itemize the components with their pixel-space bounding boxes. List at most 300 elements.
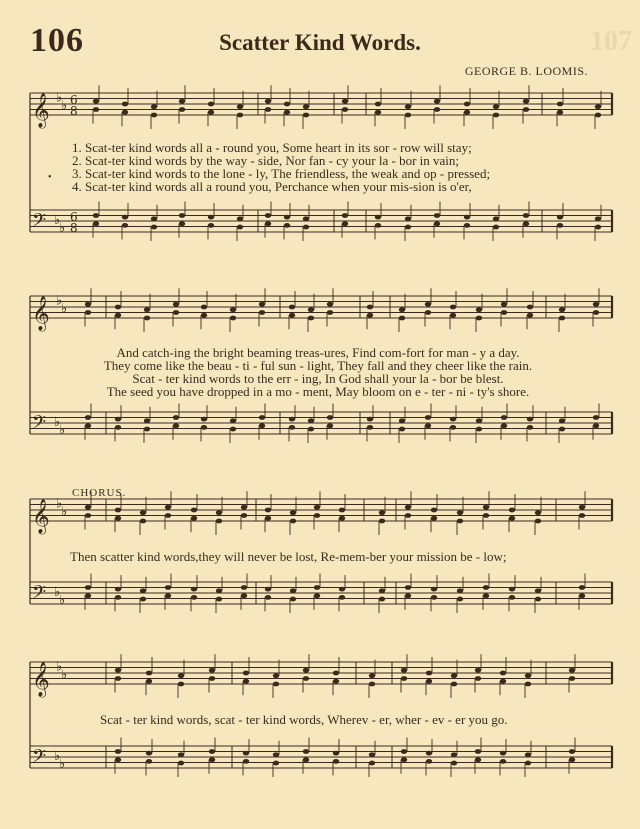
note-head bbox=[209, 676, 215, 681]
note-head bbox=[342, 107, 348, 112]
note-head bbox=[405, 505, 411, 510]
note-head bbox=[216, 588, 222, 593]
note-head bbox=[140, 588, 146, 593]
note-head bbox=[527, 305, 533, 310]
note-head bbox=[308, 418, 314, 423]
note-head bbox=[339, 516, 345, 521]
note-head bbox=[201, 425, 207, 430]
note-head bbox=[500, 751, 506, 756]
flat-icon: ♭ bbox=[59, 757, 66, 772]
note-head bbox=[523, 107, 529, 112]
hymn-title: Scatter Kind Words. bbox=[219, 30, 421, 55]
bass-clef-icon: 𝄢 bbox=[32, 210, 47, 236]
note-head bbox=[93, 99, 99, 104]
note-head bbox=[501, 310, 507, 315]
note-head bbox=[243, 751, 249, 756]
flat-icon: ♭ bbox=[54, 748, 61, 764]
note-head bbox=[595, 225, 601, 230]
note-head bbox=[509, 587, 515, 592]
note-head bbox=[379, 519, 385, 524]
note-head bbox=[146, 751, 152, 756]
flat-icon: ♭ bbox=[54, 584, 61, 600]
note-head bbox=[85, 423, 91, 428]
note-head bbox=[405, 225, 411, 230]
note-head bbox=[476, 418, 482, 423]
note-head bbox=[476, 307, 482, 312]
bass-clef-icon: 𝄢 bbox=[32, 746, 47, 772]
flat-icon: ♭ bbox=[56, 659, 63, 675]
note-head bbox=[151, 113, 157, 118]
note-head bbox=[165, 585, 171, 590]
note-head bbox=[273, 761, 279, 766]
note-head bbox=[501, 302, 507, 307]
note-head bbox=[115, 587, 121, 592]
note-head bbox=[146, 671, 152, 676]
note-head bbox=[178, 682, 184, 687]
note-head bbox=[265, 587, 271, 592]
note-head bbox=[595, 216, 601, 221]
note-head bbox=[209, 757, 215, 762]
note-head bbox=[493, 225, 499, 230]
note-head bbox=[593, 302, 599, 307]
note-head bbox=[289, 417, 295, 422]
note-head bbox=[93, 221, 99, 226]
note-head bbox=[339, 508, 345, 513]
note-head bbox=[179, 213, 185, 218]
chorus-label: CHORUS. bbox=[72, 487, 127, 499]
note-head bbox=[115, 676, 121, 681]
verse-3-line-2: Scat - ter kind words to the err - ing, In God shall your la - bor be blest. bbox=[132, 371, 504, 386]
note-head bbox=[243, 671, 249, 676]
note-head bbox=[173, 302, 179, 307]
note-head bbox=[595, 113, 601, 118]
note-head bbox=[179, 99, 185, 104]
verse-1-line-2: And catch-ing the bright beaming treas-ures, Find com-fort for man - y a day. bbox=[116, 345, 520, 360]
note-head bbox=[593, 310, 599, 315]
note-head bbox=[434, 213, 440, 218]
note-head bbox=[151, 104, 157, 109]
note-head bbox=[369, 752, 375, 757]
note-head bbox=[342, 99, 348, 104]
note-head bbox=[191, 508, 197, 513]
note-head bbox=[191, 595, 197, 600]
note-head bbox=[237, 225, 243, 230]
note-head bbox=[303, 757, 309, 762]
note-head bbox=[146, 679, 152, 684]
note-head bbox=[375, 223, 381, 228]
note-head bbox=[230, 316, 236, 321]
note-head bbox=[85, 302, 91, 307]
note-head bbox=[265, 516, 271, 521]
note-head bbox=[379, 597, 385, 602]
note-head bbox=[523, 221, 529, 226]
note-head bbox=[165, 505, 171, 510]
note-head bbox=[523, 213, 529, 218]
note-head bbox=[327, 302, 333, 307]
note-head bbox=[173, 310, 179, 315]
note-head bbox=[173, 415, 179, 420]
note-head bbox=[303, 676, 309, 681]
note-head bbox=[333, 759, 339, 764]
flat-icon: ♭ bbox=[59, 221, 66, 236]
note-head bbox=[230, 427, 236, 432]
note-head bbox=[525, 752, 531, 757]
note-head bbox=[265, 221, 271, 226]
note-head bbox=[375, 215, 381, 220]
note-head bbox=[451, 752, 457, 757]
note-head bbox=[509, 595, 515, 600]
note-head bbox=[115, 305, 121, 310]
note-head bbox=[216, 510, 222, 515]
note-head bbox=[451, 761, 457, 766]
note-head bbox=[179, 107, 185, 112]
note-head bbox=[85, 310, 91, 315]
note-head bbox=[144, 316, 150, 321]
note-head bbox=[201, 417, 207, 422]
verse-2-line-2: They come like the beau - ti - ful sun - light, They fall and they cheer like the rain. bbox=[103, 358, 533, 373]
flat-icon: ♭ bbox=[56, 496, 63, 512]
note-head bbox=[434, 221, 440, 226]
note-head bbox=[208, 110, 214, 115]
note-head bbox=[122, 223, 128, 228]
note-head bbox=[333, 671, 339, 676]
note-head bbox=[464, 110, 470, 115]
note-head bbox=[201, 305, 207, 310]
note-head bbox=[265, 508, 271, 513]
note-head bbox=[476, 316, 482, 321]
note-head bbox=[265, 99, 271, 104]
note-head bbox=[399, 316, 405, 321]
note-head bbox=[308, 307, 314, 312]
note-head bbox=[265, 213, 271, 218]
note-head bbox=[151, 216, 157, 221]
note-head bbox=[425, 302, 431, 307]
note-head bbox=[579, 585, 585, 590]
note-head bbox=[209, 749, 215, 754]
note-head bbox=[464, 223, 470, 228]
note-head bbox=[535, 519, 541, 524]
note-head bbox=[509, 516, 515, 521]
note-head bbox=[230, 418, 236, 423]
verse-4-line-1: 4. Scat-ter kind words all a round you, Perchance when your mis-sion is o'er, bbox=[72, 179, 472, 194]
note-head bbox=[405, 585, 411, 590]
flat-icon: ♭ bbox=[54, 212, 61, 228]
note-head bbox=[327, 423, 333, 428]
note-head bbox=[405, 104, 411, 109]
treble-clef-icon: 𝄞 bbox=[32, 93, 50, 128]
note-head bbox=[314, 593, 320, 598]
bass-clef-icon: 𝄢 bbox=[32, 582, 47, 608]
note-head bbox=[475, 668, 481, 673]
note-head bbox=[475, 757, 481, 762]
note-head bbox=[85, 505, 91, 510]
note-head bbox=[399, 418, 405, 423]
verse-3-line-1: 3. Scat-ter kind words to the lone - ly, The friendless, the weak and op - pressed; bbox=[72, 166, 491, 181]
note-head bbox=[140, 510, 146, 515]
note-head bbox=[93, 107, 99, 112]
flat-icon: ♭ bbox=[61, 98, 68, 114]
note-head bbox=[241, 593, 247, 598]
note-head bbox=[259, 310, 265, 315]
note-head bbox=[308, 427, 314, 432]
note-head bbox=[434, 99, 440, 104]
time-signature-top: 6 bbox=[70, 93, 78, 107]
note-head bbox=[426, 679, 432, 684]
note-head bbox=[273, 682, 279, 687]
note-head bbox=[425, 423, 431, 428]
note-head bbox=[501, 415, 507, 420]
note-head bbox=[425, 310, 431, 315]
note-head bbox=[165, 593, 171, 598]
note-head bbox=[273, 673, 279, 678]
note-head bbox=[303, 113, 309, 118]
note-head bbox=[339, 595, 345, 600]
verse-1-line-1: 1. Scat-ter kind words all a - round you, Some heart in its sor - row will stay; bbox=[72, 140, 472, 155]
note-head bbox=[405, 593, 411, 598]
flat-icon: ♭ bbox=[56, 293, 63, 309]
note-head bbox=[493, 216, 499, 221]
note-head bbox=[115, 516, 121, 521]
note-head bbox=[375, 102, 381, 107]
chorus-line-2: Scat - ter kind words, scat - ter kind words, Wherev - er, wher - ev - er you go. bbox=[100, 712, 508, 727]
note-head bbox=[237, 216, 243, 221]
flat-icon: ♭ bbox=[61, 504, 68, 520]
note-head bbox=[451, 682, 457, 687]
note-head bbox=[85, 585, 91, 590]
note-head bbox=[500, 759, 506, 764]
note-head bbox=[493, 113, 499, 118]
note-head bbox=[122, 110, 128, 115]
note-head bbox=[569, 676, 575, 681]
note-head bbox=[464, 102, 470, 107]
note-head bbox=[593, 423, 599, 428]
note-head bbox=[216, 597, 222, 602]
note-head bbox=[243, 759, 249, 764]
note-head bbox=[401, 668, 407, 673]
note-head bbox=[434, 107, 440, 112]
note-head bbox=[191, 587, 197, 592]
note-head bbox=[289, 305, 295, 310]
note-head bbox=[284, 110, 290, 115]
note-head bbox=[259, 415, 265, 420]
note-head bbox=[450, 313, 456, 318]
note-head bbox=[525, 673, 531, 678]
note-head bbox=[401, 676, 407, 681]
note-head bbox=[457, 510, 463, 515]
note-head bbox=[535, 597, 541, 602]
treble-clef-icon: 𝄞 bbox=[32, 499, 50, 534]
note-head bbox=[475, 749, 481, 754]
note-head bbox=[303, 749, 309, 754]
note-head bbox=[500, 671, 506, 676]
note-head bbox=[523, 99, 529, 104]
note-head bbox=[303, 216, 309, 221]
note-head bbox=[525, 682, 531, 687]
note-head bbox=[314, 505, 320, 510]
note-head bbox=[342, 221, 348, 226]
note-head bbox=[314, 585, 320, 590]
note-head bbox=[333, 679, 339, 684]
note-head bbox=[173, 423, 179, 428]
note-head bbox=[483, 585, 489, 590]
note-head bbox=[595, 104, 601, 109]
note-head bbox=[425, 415, 431, 420]
note-head bbox=[122, 102, 128, 107]
note-head bbox=[93, 213, 99, 218]
note-head bbox=[457, 597, 463, 602]
note-head bbox=[450, 417, 456, 422]
note-head bbox=[289, 425, 295, 430]
composer-credit: GEORGE B. LOOMIS. bbox=[464, 64, 588, 78]
note-head bbox=[144, 427, 150, 432]
note-head bbox=[115, 595, 121, 600]
note-head bbox=[375, 110, 381, 115]
note-head bbox=[557, 223, 563, 228]
note-head bbox=[208, 223, 214, 228]
note-head bbox=[241, 513, 247, 518]
note-head bbox=[367, 305, 373, 310]
verse-4-line-2: The seed you have dropped in a mo - ment, May bloom on e - ter - ni - ty's shore. bbox=[106, 384, 530, 399]
note-head bbox=[115, 757, 121, 762]
note-head bbox=[483, 593, 489, 598]
note-head bbox=[308, 316, 314, 321]
flat-icon: ♭ bbox=[59, 423, 66, 438]
note-head bbox=[284, 215, 290, 220]
note-head bbox=[208, 102, 214, 107]
note-head bbox=[450, 305, 456, 310]
note-head bbox=[401, 749, 407, 754]
note-head bbox=[333, 751, 339, 756]
note-head bbox=[115, 417, 121, 422]
flat-icon: ♭ bbox=[59, 593, 66, 608]
note-head bbox=[527, 425, 533, 430]
time-signature-bottom: 8 bbox=[70, 104, 78, 118]
note-head bbox=[115, 425, 121, 430]
note-head bbox=[115, 668, 121, 673]
note-head bbox=[243, 679, 249, 684]
note-head bbox=[151, 225, 157, 230]
note-head bbox=[115, 313, 121, 318]
note-head bbox=[327, 310, 333, 315]
note-head bbox=[431, 508, 437, 513]
note-head bbox=[290, 597, 296, 602]
note-head bbox=[259, 302, 265, 307]
note-head bbox=[379, 588, 385, 593]
note-head bbox=[559, 427, 565, 432]
note-head bbox=[165, 513, 171, 518]
note-head bbox=[144, 418, 150, 423]
note-head bbox=[527, 313, 533, 318]
note-head bbox=[241, 505, 247, 510]
show-through-page-number: 107 bbox=[590, 26, 632, 57]
note-head bbox=[140, 597, 146, 602]
note-head bbox=[431, 587, 437, 592]
note-head bbox=[178, 673, 184, 678]
note-head bbox=[289, 313, 295, 318]
note-head bbox=[369, 761, 375, 766]
note-head bbox=[457, 588, 463, 593]
flat-icon: ♭ bbox=[61, 667, 68, 683]
note-head bbox=[85, 415, 91, 420]
note-head bbox=[559, 307, 565, 312]
note-head bbox=[569, 749, 575, 754]
note-head bbox=[339, 587, 345, 592]
note-head bbox=[401, 757, 407, 762]
note-head bbox=[201, 313, 207, 318]
note-head bbox=[500, 679, 506, 684]
time-signature-top: 6 bbox=[70, 210, 78, 224]
note-head bbox=[535, 510, 541, 515]
note-head bbox=[451, 673, 457, 678]
note-head bbox=[569, 668, 575, 673]
note-head bbox=[367, 313, 373, 318]
note-head bbox=[431, 516, 437, 521]
note-head bbox=[284, 102, 290, 107]
verse-marker-dot: • bbox=[48, 172, 52, 183]
note-head bbox=[369, 673, 375, 678]
flat-icon: ♭ bbox=[61, 301, 68, 317]
note-head bbox=[569, 757, 575, 762]
note-head bbox=[493, 104, 499, 109]
note-head bbox=[191, 516, 197, 521]
time-signature-bottom: 8 bbox=[70, 221, 78, 235]
note-head bbox=[290, 588, 296, 593]
note-head bbox=[367, 417, 373, 422]
note-head bbox=[259, 423, 265, 428]
note-head bbox=[303, 225, 309, 230]
note-head bbox=[426, 751, 432, 756]
note-head bbox=[476, 427, 482, 432]
note-head bbox=[379, 510, 385, 515]
note-head bbox=[265, 595, 271, 600]
note-head bbox=[85, 513, 91, 518]
note-head bbox=[559, 418, 565, 423]
note-head bbox=[284, 223, 290, 228]
note-head bbox=[579, 513, 585, 518]
note-head bbox=[509, 508, 515, 513]
note-head bbox=[290, 519, 296, 524]
note-head bbox=[115, 749, 121, 754]
note-head bbox=[178, 752, 184, 757]
note-head bbox=[464, 215, 470, 220]
note-head bbox=[216, 519, 222, 524]
note-head bbox=[369, 682, 375, 687]
bass-clef-icon: 𝄢 bbox=[32, 412, 47, 438]
note-head bbox=[85, 593, 91, 598]
note-head bbox=[557, 215, 563, 220]
note-head bbox=[140, 519, 146, 524]
note-head bbox=[241, 585, 247, 590]
note-head bbox=[273, 752, 279, 757]
note-head bbox=[237, 104, 243, 109]
page-number: 106 bbox=[30, 22, 84, 59]
note-head bbox=[431, 595, 437, 600]
note-head bbox=[265, 107, 271, 112]
flat-icon: ♭ bbox=[54, 414, 61, 430]
note-head bbox=[559, 316, 565, 321]
note-head bbox=[457, 519, 463, 524]
note-head bbox=[144, 307, 150, 312]
note-head bbox=[527, 417, 533, 422]
note-head bbox=[122, 215, 128, 220]
note-head bbox=[483, 513, 489, 518]
note-head bbox=[475, 676, 481, 681]
note-head bbox=[209, 668, 215, 673]
note-head bbox=[146, 759, 152, 764]
note-head bbox=[342, 213, 348, 218]
note-head bbox=[535, 588, 541, 593]
note-head bbox=[230, 307, 236, 312]
